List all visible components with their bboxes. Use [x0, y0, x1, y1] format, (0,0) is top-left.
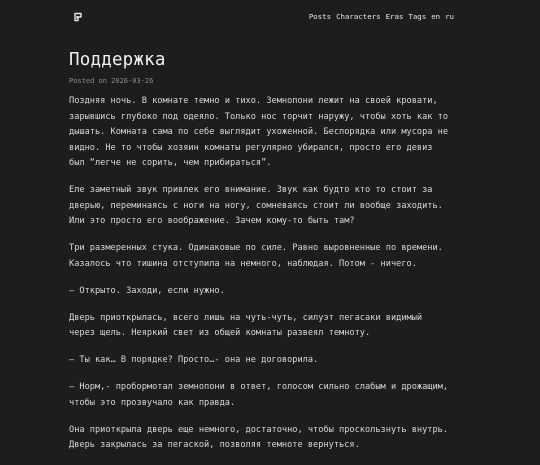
- paragraph-line: Дверь закрылась за пегаской, позволяя темноте вернуться.: [69, 440, 360, 450]
- nav-posts[interactable]: Posts: [308, 12, 332, 21]
- post-body: [69, 94, 473, 454]
- post-paragraph: [69, 311, 473, 342]
- paragraph-line: Три размеренных стука. Одинаковые по силе. Равно выровненные по времени.: [69, 243, 443, 253]
- post-paragraph: [69, 241, 473, 272]
- paragraph-line: видно. Не то чтобы хозяин комнаты регулярно убирался, просто его девиз: [69, 142, 433, 153]
- paragraph-line: — Норм,- пробормотал земнопони в ответ, голосом сильно слабым и дрожащим,: [69, 382, 449, 392]
- post-meta-prefix: Posted on: [69, 77, 107, 85]
- paragraph-line: дверью, переминаясь с ноги на ногу, сомневаясь стоит ли вообще заходить.: [69, 200, 443, 211]
- post-title: Поддержка: [69, 50, 166, 70]
- paragraph-line: Поздняя ночь. В комнате темно и тихо. Земнопони лежит на своей кровати,: [69, 96, 438, 106]
- paragraph-line: Еле заметный звук привлек его внимание. Звук как будто кто то стоит за: [69, 185, 433, 195]
- paragraph-line: Или это просто его воображение. Зачем кому-то быть там?: [69, 216, 355, 226]
- post-paragraph: [69, 94, 473, 172]
- nav-tags[interactable]: Tags: [408, 12, 427, 21]
- lang-en[interactable]: en: [431, 12, 441, 21]
- paragraph-line: — Открыто. Заходи, если нужно.: [69, 285, 225, 296]
- paragraph-line: дышать. Комната сама по себе выглядит ухоженной. Беспорядка или мусора не: [69, 127, 449, 137]
- paragraph-line: был “легче не сорить, чем прибираться”.: [69, 158, 272, 168]
- nav-characters[interactable]: Characters: [336, 12, 381, 21]
- post-date: 2026-03-26: [111, 77, 154, 85]
- post-paragraph: [69, 284, 473, 300]
- paragraph-line: через щель. Неяркий свет из общей комнаты развеял темноту.: [69, 328, 371, 338]
- post-content: [69, 49, 473, 465]
- paragraph-line: Она приоткрыла дверь еще немного, достаточно, чтобы проскользнуть внутрь.: [69, 424, 449, 435]
- nav-eras[interactable]: Eras: [385, 12, 404, 21]
- paragraph-line: Казалось что тишина отступила на немного, наблюдая. Потом - ничего.: [69, 258, 417, 269]
- lang-ru[interactable]: ru: [445, 12, 454, 21]
- paragraph-line: — Ты как… В порядке? Просто…- она не договорила.: [69, 355, 319, 365]
- post-paragraph: [69, 380, 473, 411]
- paragraph-line: чтобы это прозвучало как правда.: [69, 397, 236, 408]
- post-paragraph: [69, 353, 473, 369]
- post-paragraph: [69, 423, 473, 454]
- main-nav: [309, 12, 454, 22]
- post-paragraph: [69, 183, 473, 230]
- site-logo-icon[interactable]: [73, 12, 83, 22]
- paragraph-line: зарывшись глубоко под одеяло. Только нос торчит наружу, чтобы хоть как то: [69, 111, 449, 122]
- post-meta: [69, 76, 473, 86]
- paragraph-line: Дверь приоткрылась, всего лишь на чуть-чуть, силуэт пегасаки видимый: [69, 312, 423, 323]
